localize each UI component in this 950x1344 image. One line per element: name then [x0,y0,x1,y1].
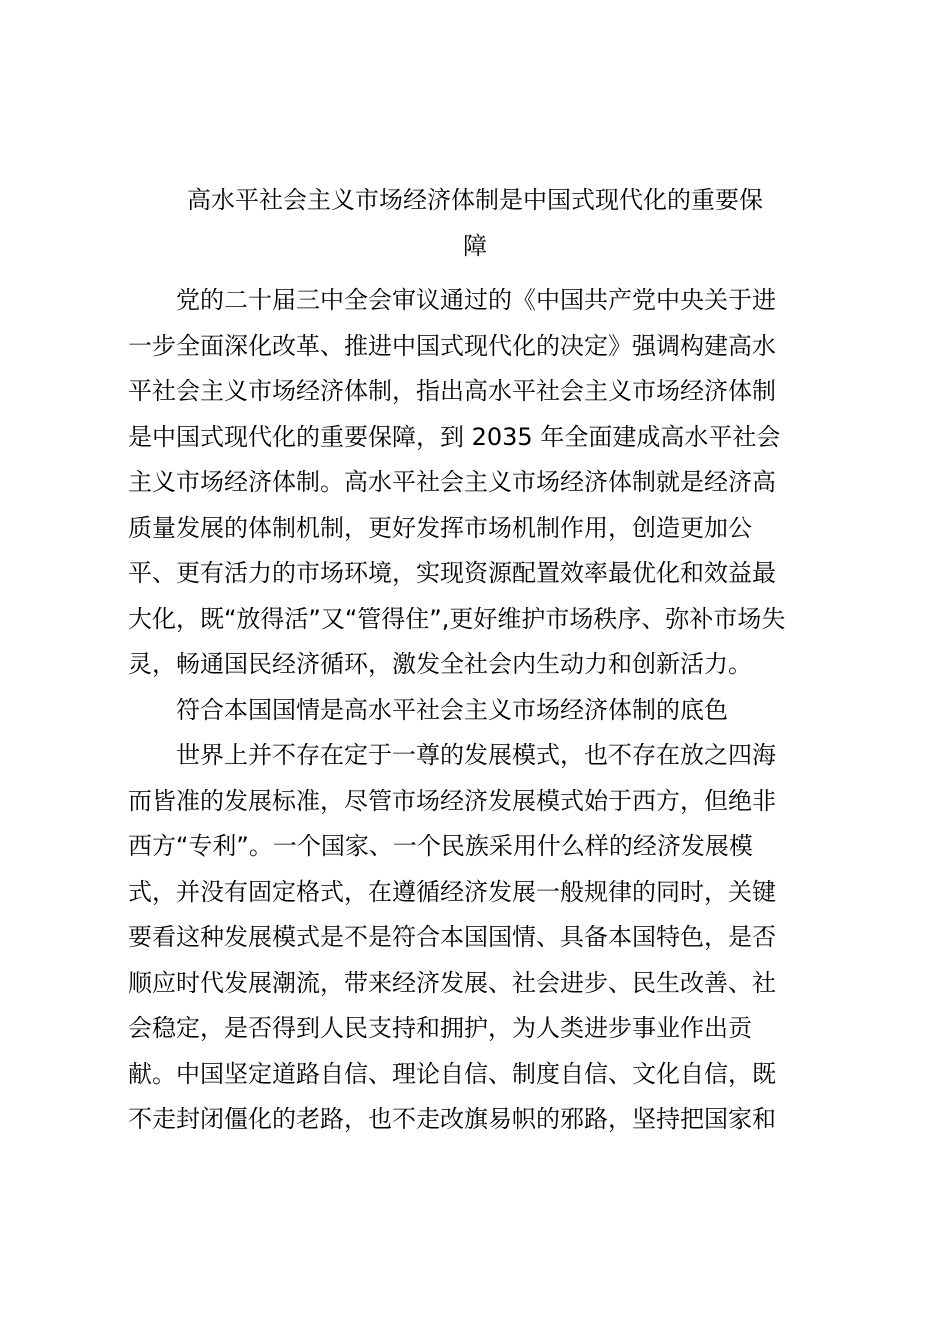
paragraph-2-line: 不走封闭僵化的老路，也不走改旗易帜的邪路，坚持把国家和 [128,1105,776,1133]
paragraph-1-line: 平、更有活力的市场环境，实现资源配置效率最优化和效益最 [128,559,776,587]
paragraph-2-line: 要看这种发展模式是不是符合本国国情、具备本国特色，是否 [128,923,776,951]
paragraph-1-line: 大化，既“放得活”又“管得住”,更好维护市场秩序、弥补市场失 [128,604,786,633]
paragraph-2-line: 西方“专利”。一个国家、一个民族采用什么样的经济发展模 [128,832,753,860]
paragraph-2-line: 献。中国坚定道路自信、理论自信、制度自信、文化自信，既 [128,1059,776,1088]
paragraph-2-line: 而皆准的发展标准，尽管市场经济发展模式始于西方，但绝非 [128,786,776,815]
paragraph-2-line: 世界上并不存在定于一尊的发展模式，也不存在放之四海 [176,741,776,769]
paragraph-1-line: 是中国式现代化的重要保障，到 2035 年全面建成高水平社会 [128,422,781,451]
paragraph-1-line: 平社会主义市场经济体制，指出高水平社会主义市场经济体制 [128,377,776,405]
document-body [128,278,822,1143]
paragraph-1-line: 主义市场经济体制。高水平社会主义市场经济体制就是经济高 [128,468,776,496]
paragraph-1-line: 一步全面深化改革、推进中国式现代化的决定》强调构建高水 [128,331,776,360]
document-title [128,178,822,269]
paragraph-1-line: 灵，畅通国民经济循环，激发全社会内生动力和创新活力。 [128,650,752,678]
paragraph-2-line: 会稳定，是否得到人民支持和拥护，为人类进步事业作出贡 [128,1014,752,1042]
paragraph-2-line: 式，并没有固定格式，在遵循经济发展一般规律的同时，关键 [128,877,776,906]
paragraph-2-line: 顺应时代发展潮流，带来经济发展、社会进步、民生改善、社 [128,968,776,997]
section-heading: 符合本国国情是高水平社会主义市场经济体制的底色 [176,695,728,724]
paragraph-1-line: 党的二十届三中全会审议通过的《中国共产党中央关于进 [176,286,776,314]
title-line: 障 [463,231,487,260]
title-line: 高水平社会主义市场经济体制是中国式现代化的重要保 [187,186,763,214]
paragraph-1-line: 质量发展的体制机制，更好发挥市场机制作用，创造更加公 [128,513,752,542]
